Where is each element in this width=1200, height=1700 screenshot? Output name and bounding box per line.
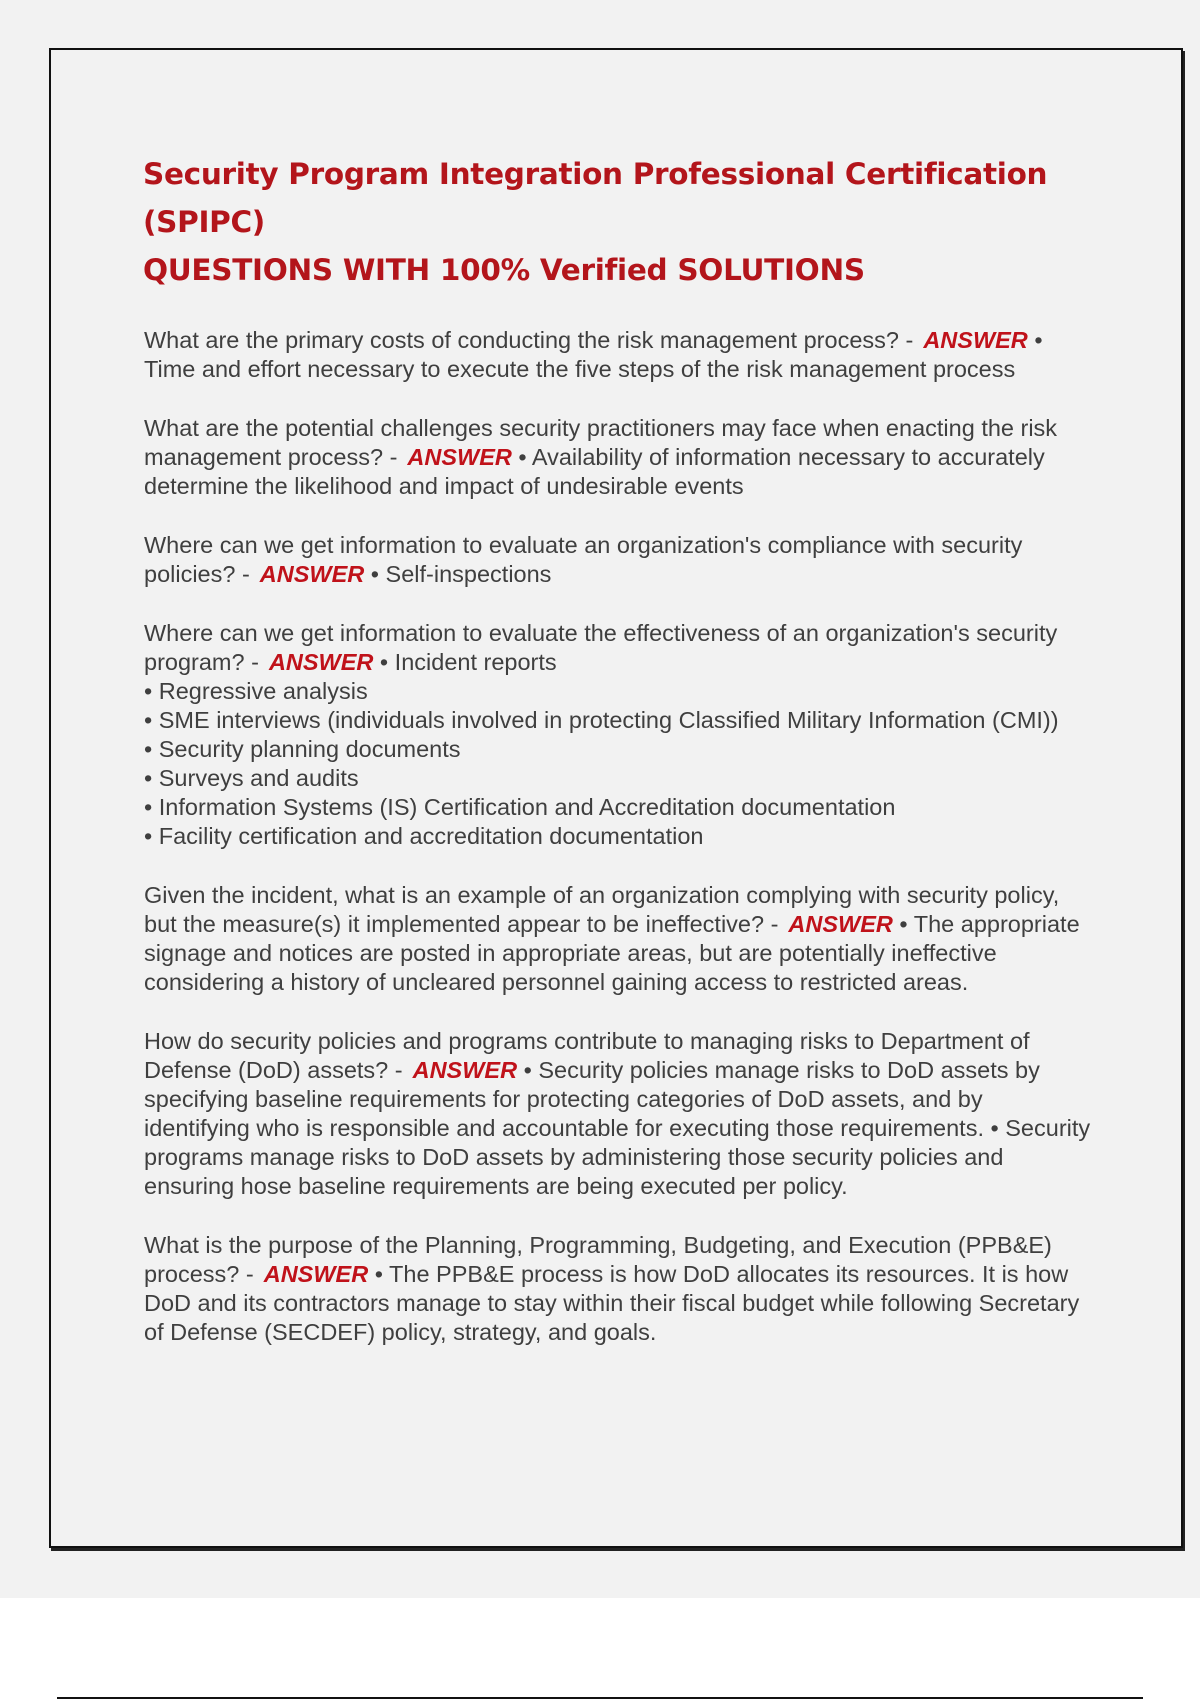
answer-text: • The appropriate signage and notices are posted in appropriate areas, but are potentially ineffective considering a history of uncleared personnel gaining access to restricted areas. [144,911,1080,995]
answer-text: • Self-inspections [370,561,552,587]
answer-text: • Incident reports [379,649,557,675]
answer-text: • The PPB&E process is how DoD allocates its resources. It is how DoD and its contractors manage to stay within their fiscal budget while following Secretary of Defense (SECDEF) policy, strategy, and goals. [144,1261,1080,1345]
qa-item [144,619,1094,851]
answer-bullet: • Facility certification and accreditation documentation [144,823,704,849]
title-line-1: Security Program Integration Professional Certification (SPIPC) [143,157,1048,239]
answer-label: ANSWER [268,649,374,675]
qa-item [144,1231,1094,1347]
answer-label: ANSWER [788,911,893,937]
qa-item [144,326,1094,384]
qa-list [144,326,1094,1377]
footer-rule [57,1697,1143,1699]
answer-bullet: • Regressive analysis [144,678,368,704]
document-title [143,150,1103,294]
question-text: Where can we get information to evaluate the effectiveness of an organization's security program? - [144,620,1058,675]
answer-label: ANSWER [412,1057,518,1083]
question-text: What are the primary costs of conducting the risk management process? - [144,327,914,353]
answer-text: • Time and effort necessary to execute the five steps of the risk management process [144,327,1043,382]
answer-label: ANSWER [407,444,512,470]
answer-bullet: • SME interviews (individuals involved in protecting Classified Military Information (CMI)) [144,707,1059,733]
answer-text: • Availability of information necessary to accurately determine the likelihood and impact of undesirable events [144,444,1045,499]
question-text: What are the potential challenges security practitioners may face when enacting the risk management process? - [144,415,1058,470]
question-text: How do security policies and programs contribute to managing risks to Department of Defense (DoD) assets? - [144,1028,1030,1083]
qa-item [144,414,1094,501]
question-text: Where can we get information to evaluate an organization's compliance with security policies? - [144,532,1023,587]
title-line-2: QUESTIONS WITH 100% Verified SOLUTIONS [143,253,865,287]
answer-bullet: • Information Systems (IS) Certification and Accreditation documentation [144,794,896,820]
question-text: Given the incident, what is an example of an organization complying with security policy, but the measure(s) it implemented appear to be ineffective? - [144,882,1060,937]
answer-bullet: • Security planning documents [144,736,461,762]
qa-item [144,531,1094,589]
question-text: What is the purpose of the Planning, Programming, Budgeting, and Execution (PPB&E) process? - [144,1232,1052,1287]
answer-label: ANSWER [923,327,1028,353]
answer-bullet: • Surveys and audits [144,765,359,791]
answer-label: ANSWER [263,1261,369,1287]
answer-text: • Security policies manage risks to DoD assets by specifying baseline requirements for protecting categories of DoD assets, and by identifying who is responsible and accountable for executing those requirements. • Security programs manage risks to DoD assets by administering those security policies and ensuring hose baseline requirements are being executed per policy. [144,1057,1091,1199]
qa-item [144,1027,1094,1201]
answer-label: ANSWER [259,561,365,587]
qa-item [144,881,1094,997]
